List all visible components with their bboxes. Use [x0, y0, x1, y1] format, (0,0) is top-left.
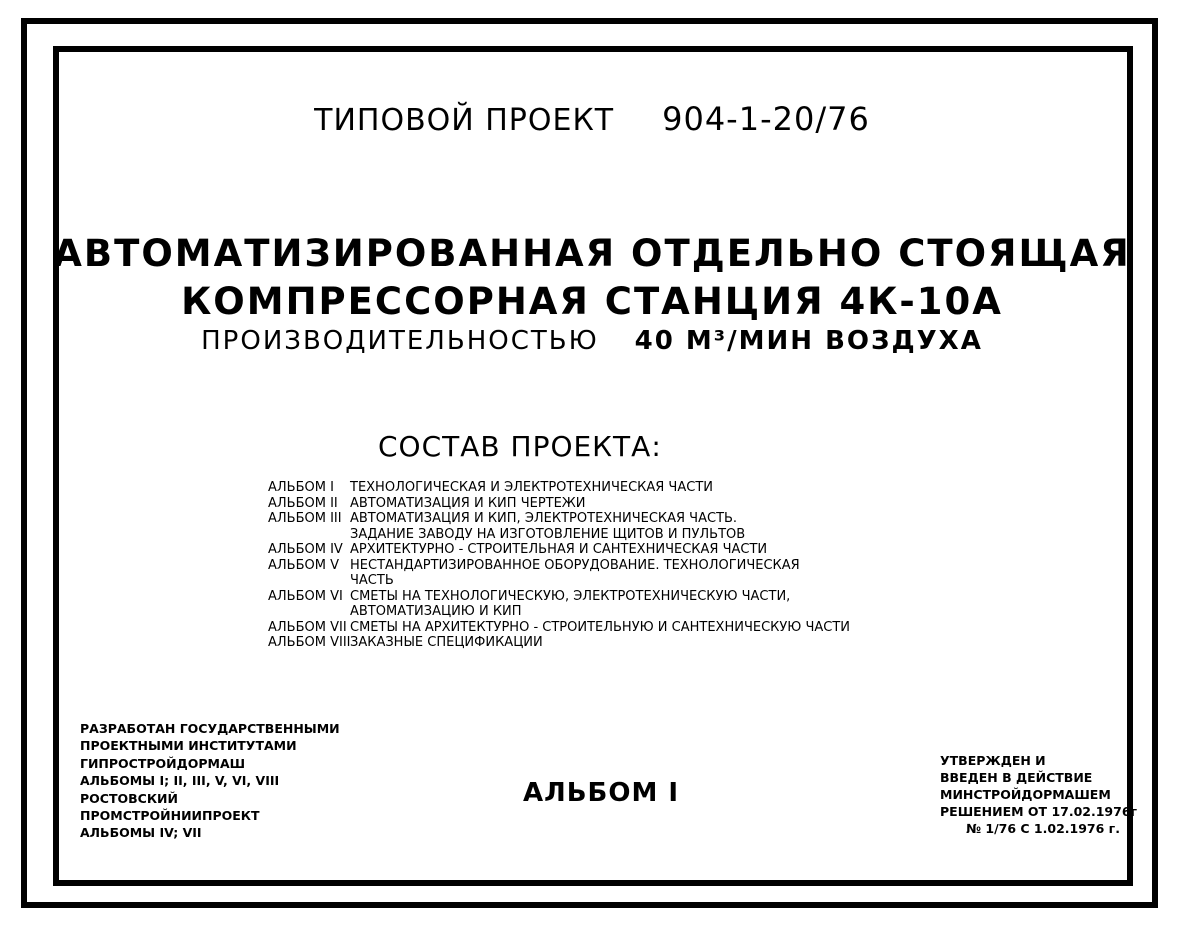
developer-line: АЛЬБОМЫ I; II, III, V, VI, VIII	[80, 773, 280, 789]
developer-line: ПРОМСТРОЙНИИПРОЕКТ	[80, 808, 260, 824]
album-label: АЛЬБОМ III	[268, 511, 342, 526]
album-label: АЛЬБОМ I	[268, 480, 334, 495]
developer-line: ПРОЕКТНЫМИ ИНСТИТУТАМИ	[80, 738, 297, 754]
album-label: АЛЬБОМ II	[268, 495, 338, 511]
album-label: АЛЬБОМ VIII	[268, 635, 351, 650]
list-item	[268, 496, 850, 512]
list-item	[268, 511, 850, 542]
album-description: ЗАКАЗНЫЕ СПЕЦИФИКАЦИИ	[350, 635, 543, 650]
project-label: ТИПОВОЙ ПРОЕКТ	[314, 103, 615, 138]
title-line-3	[0, 326, 1184, 356]
album-description: АВТОМАТИЗАЦИЯ И КИП ЧЕРТЕЖИ	[350, 495, 586, 511]
developer-line: ГИПРОСТРОЙДОРМАШ	[80, 755, 246, 771]
album-label-center: АЛЬБОМ I	[523, 778, 680, 808]
developer-line: РОСТОВСКИЙ	[80, 790, 178, 806]
approval-line: УТВЕРЖДЕН И	[940, 753, 1046, 768]
developer-line: АЛЬБОМЫ IV; VII	[80, 825, 202, 841]
list-item	[268, 480, 850, 496]
list-item	[268, 635, 850, 651]
approval-line: РЕШЕНИЕМ ОТ 17.02.1976г	[940, 804, 1138, 819]
approval-line: ВВЕДЕН В ДЕЙСТВИЕ	[940, 770, 1093, 785]
list-item	[268, 542, 850, 558]
album-description: АРХИТЕКТУРНО - СТРОИТЕЛЬНАЯ И САНТЕХНИЧЕСКАЯ ЧАСТИ	[350, 542, 768, 557]
title-line-1: АВТОМАТИЗИРОВАННАЯ ОТДЕЛЬНО СТОЯЩАЯ	[53, 232, 1131, 275]
list-item	[268, 620, 850, 636]
approval-line: МИНСТРОЙДОРМАШЕМ	[940, 787, 1111, 802]
album-description: ТЕХНОЛОГИЧЕСКАЯ И ЭЛЕКТРОТЕХНИЧЕСКАЯ ЧАСТИ	[350, 480, 713, 495]
capacity-value: 40 М³/МИН ВОЗДУХА	[634, 326, 983, 356]
list-item	[268, 589, 850, 620]
album-label: АЛЬБОМ V	[268, 557, 339, 573]
developer-line: РАЗРАБОТАН ГОСУДАРСТВЕННЫМИ	[80, 721, 340, 736]
developer-block	[80, 720, 340, 842]
album-description: СМЕТЫ НА АРХИТЕКТУРНО - СТРОИТЕЛЬНУЮ И САНТЕХНИЧЕСКУЮ ЧАСТИ	[350, 619, 851, 635]
album-label: АЛЬБОМ VII	[268, 619, 347, 635]
approval-block	[940, 752, 1137, 837]
album-description: НЕСТАНДАРТИЗИРОВАННОЕ ОБОРУДОВАНИЕ. ТЕХНОЛОГИЧЕСКАЯ ЧАСТЬ	[350, 557, 800, 588]
album-description: СМЕТЫ НА ТЕХНОЛОГИЧЕСКУЮ, ЭЛЕКТРОТЕХНИЧЕСКУЮ ЧАСТИ, АВТОМАТИЗАЦИЮ И КИП	[350, 588, 791, 619]
album-label: АЛЬБОМ VI	[268, 588, 343, 604]
list-item	[268, 558, 850, 589]
project-header	[0, 100, 1184, 138]
composition-heading: СОСТАВ ПРОЕКТА:	[378, 430, 662, 463]
album-label: АЛЬБОМ IV	[268, 542, 343, 557]
project-number: 904-1-20/76	[662, 100, 870, 138]
album-description: АВТОМАТИЗАЦИЯ И КИП, ЭЛЕКТРОТЕХНИЧЕСКАЯ ЧАСТЬ. ЗАДАНИЕ ЗАВОДУ НА ИЗГОТОВЛЕНИЕ ЩИТОВ И ПУЛЬТОВ	[350, 511, 746, 542]
capacity-prefix: ПРОИЗВОДИТЕЛЬНОСТЬЮ	[201, 326, 599, 356]
album-list	[268, 480, 850, 651]
title-line-2: КОМПРЕССОРНАЯ СТАНЦИЯ 4К-10А	[181, 280, 1003, 323]
approval-line: № 1/76 С 1.02.1976 г.	[966, 821, 1120, 836]
